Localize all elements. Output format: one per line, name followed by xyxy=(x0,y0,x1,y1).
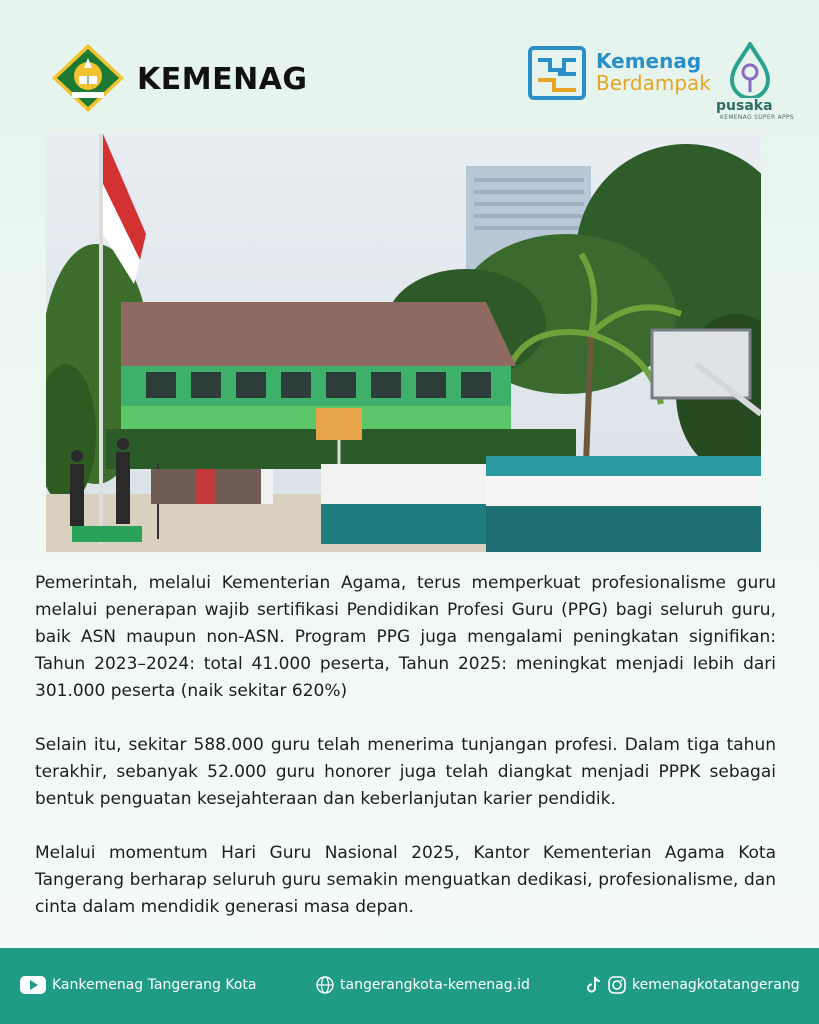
article-body xyxy=(35,570,776,948)
tiktok-icon xyxy=(586,976,602,994)
social-link[interactable] xyxy=(586,976,800,994)
kemenag-emblem-icon xyxy=(50,42,126,114)
youtube-icon xyxy=(20,976,46,994)
youtube-channel-name: Kankemenag Tangerang Kota xyxy=(52,977,257,993)
youtube-link[interactable] xyxy=(20,976,257,994)
berdampak-line1: Kemenag xyxy=(596,49,702,73)
brand-name: KEMENAG xyxy=(137,62,308,97)
paragraph: Melalui momentum Hari Guru Nasional 2025, Kantor Kementerian Agama Kota Tangerang berharap seluruh guru semakin menguatkan dedikasi, profesionalisme, dan cinta dalam mendidik generasi masa depan. xyxy=(35,843,776,917)
flag-ceremony-photo xyxy=(46,134,761,552)
globe-icon xyxy=(316,976,334,994)
berdampak-logo-icon xyxy=(528,44,586,102)
pusaka-logo-icon xyxy=(728,42,772,98)
paragraph: Selain itu, sekitar 588.000 guru telah menerima tunjangan profesi. Dalam tiga tahun terakhir, sebanyak 52.000 guru honorer juga telah diangkat menjadi PPPK sebagai bentuk penguatan kesejahteraan dan keberlanjutan karier pendidik. xyxy=(35,735,776,809)
instagram-icon xyxy=(608,976,626,994)
berdampak-wordmark xyxy=(596,50,711,94)
website-url: tangerangkota-kemenag.id xyxy=(340,977,530,993)
footer xyxy=(0,948,819,1024)
website-link[interactable] xyxy=(316,976,530,994)
header xyxy=(0,0,819,130)
social-handle: kemenagkotatangerang xyxy=(632,977,800,993)
paragraph: Pemerintah, melalui Kementerian Agama, terus memperkuat profesionalisme guru melalui penerapan wajib sertifikasi Pendidikan Profesi Guru (PPG) bagi seluruh guru, baik ASN maupun non-ASN. Program PPG juga mengalami peningkatan signifikan: Tahun 2023–2024: total 41.000 peserta, Tahun 2025: meningkat menjadi lebih dari 301.000 peserta (naik sekitar 620%) xyxy=(35,573,776,701)
pusaka-title: pusaka xyxy=(716,98,773,114)
berdampak-line2: Berdampak xyxy=(596,71,711,95)
pusaka-subtitle: KEMENAG SUPER APPS xyxy=(720,114,794,121)
